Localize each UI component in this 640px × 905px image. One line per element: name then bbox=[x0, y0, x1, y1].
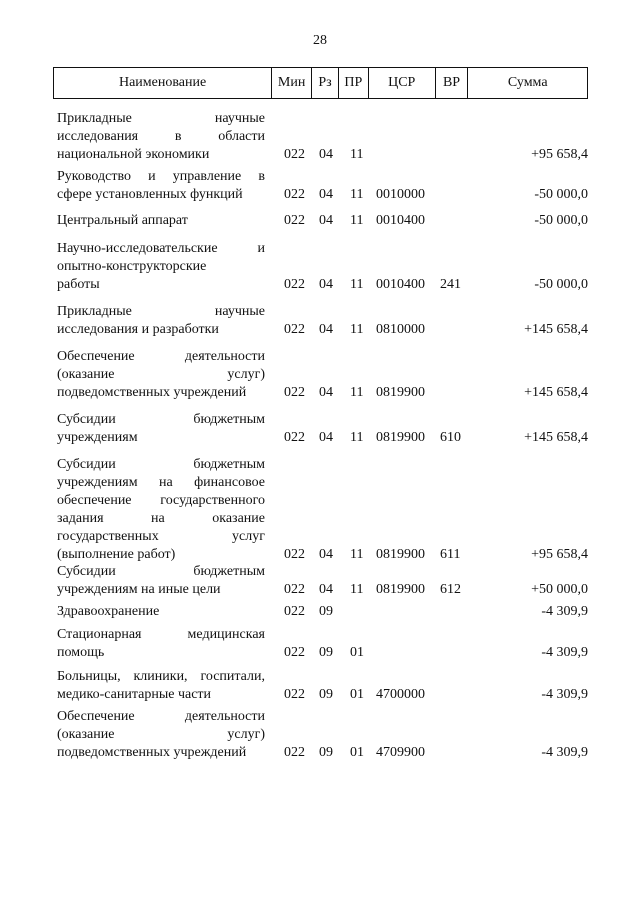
cell-pr: 01 bbox=[350, 745, 364, 760]
cell-vr: 610 bbox=[440, 430, 461, 445]
row-name-line: Субсидии бюджетным bbox=[57, 564, 265, 579]
header-rz: Рз bbox=[312, 68, 339, 98]
row-name-line: учреждениям на иные цели bbox=[57, 582, 221, 597]
cell-sum: -4 309,9 bbox=[541, 604, 588, 619]
cell-min: 022 bbox=[284, 430, 305, 445]
page-number: 28 bbox=[313, 33, 327, 48]
cell-pr: 01 bbox=[350, 687, 364, 702]
header-pr: ПР bbox=[339, 68, 369, 98]
cell-rz: 04 bbox=[319, 385, 333, 400]
row-name-line: Прикладные научные bbox=[57, 304, 265, 319]
cell-rz: 09 bbox=[319, 745, 333, 760]
cell-pr: 11 bbox=[350, 322, 364, 337]
cell-pr: 01 bbox=[350, 645, 364, 660]
row-name-line: Научно-исследовательские и bbox=[57, 241, 265, 256]
cell-pr: 11 bbox=[350, 213, 364, 228]
cell-sum: -50 000,0 bbox=[534, 187, 588, 202]
row-name-line: Стационарная медицинская bbox=[57, 627, 265, 642]
cell-pr: 11 bbox=[350, 385, 364, 400]
cell-sum: +145 658,4 bbox=[524, 385, 588, 400]
row-name-line: подведомственных учреждений bbox=[57, 385, 247, 400]
cell-sum: -4 309,9 bbox=[541, 687, 588, 702]
cell-rz: 09 bbox=[319, 604, 333, 619]
cell-csr: 0010400 bbox=[376, 277, 425, 292]
cell-pr: 11 bbox=[350, 430, 364, 445]
cell-pr: 11 bbox=[350, 547, 364, 562]
cell-csr: 0810000 bbox=[376, 322, 425, 337]
row-name-line: подведомственных учреждений bbox=[57, 745, 247, 760]
cell-sum: +95 658,4 bbox=[531, 147, 588, 162]
cell-min: 022 bbox=[284, 277, 305, 292]
cell-csr: 4700000 bbox=[376, 687, 425, 702]
cell-rz: 09 bbox=[319, 645, 333, 660]
cell-csr: 0819900 bbox=[376, 547, 425, 562]
row-name-line: опытно-конструкторские bbox=[57, 259, 207, 274]
row-name-line: (выполнение работ) bbox=[57, 547, 176, 562]
row-name-line: исследования и разработки bbox=[57, 322, 219, 337]
cell-min: 022 bbox=[284, 322, 305, 337]
cell-vr: 612 bbox=[440, 582, 461, 597]
row-name-line: (оказание услуг) bbox=[57, 367, 265, 382]
cell-rz: 04 bbox=[319, 547, 333, 562]
row-name-line: Здравоохранение bbox=[57, 604, 160, 619]
table-header bbox=[53, 67, 588, 99]
cell-csr: 0010400 bbox=[376, 213, 425, 228]
cell-rz: 04 bbox=[319, 213, 333, 228]
cell-sum: +145 658,4 bbox=[524, 322, 588, 337]
row-name-line: сфере установленных функций bbox=[57, 187, 243, 202]
cell-csr: 0819900 bbox=[376, 430, 425, 445]
row-name-line: Обеспечение деятельности bbox=[57, 709, 265, 724]
row-name-line: обеспечение государственного bbox=[57, 493, 265, 508]
cell-rz: 04 bbox=[319, 277, 333, 292]
row-name-line: работы bbox=[57, 277, 100, 292]
cell-pr: 11 bbox=[350, 147, 364, 162]
cell-rz: 09 bbox=[319, 687, 333, 702]
cell-csr: 0819900 bbox=[376, 582, 425, 597]
cell-pr: 11 bbox=[350, 582, 364, 597]
cell-min: 022 bbox=[284, 745, 305, 760]
row-name-line: помощь bbox=[57, 645, 105, 660]
row-name-line: задания на оказание bbox=[57, 511, 265, 526]
row-name-line: исследования в области bbox=[57, 129, 265, 144]
row-name-line: (оказание услуг) bbox=[57, 727, 265, 742]
cell-sum: -4 309,9 bbox=[541, 645, 588, 660]
cell-min: 022 bbox=[284, 604, 305, 619]
header-csr: ЦСР bbox=[369, 68, 436, 98]
header-min: Мин bbox=[272, 68, 312, 98]
row-name-line: государственных услуг bbox=[57, 529, 265, 544]
cell-min: 022 bbox=[284, 547, 305, 562]
header-name: Наименование bbox=[54, 68, 272, 98]
row-name-line: Субсидии бюджетным bbox=[57, 457, 265, 472]
cell-min: 022 bbox=[284, 147, 305, 162]
cell-rz: 04 bbox=[319, 187, 333, 202]
cell-pr: 11 bbox=[350, 187, 364, 202]
cell-vr: 611 bbox=[440, 547, 461, 562]
row-name-line: Субсидии бюджетным bbox=[57, 412, 265, 427]
cell-sum: -50 000,0 bbox=[534, 213, 588, 228]
cell-min: 022 bbox=[284, 385, 305, 400]
cell-min: 022 bbox=[284, 187, 305, 202]
cell-vr: 241 bbox=[440, 277, 461, 292]
row-name-line: медико-санитарные части bbox=[57, 687, 212, 702]
row-name-line: Больницы, клиники, госпитали, bbox=[57, 669, 265, 684]
cell-rz: 04 bbox=[319, 322, 333, 337]
cell-sum: +145 658,4 bbox=[524, 430, 588, 445]
cell-rz: 04 bbox=[319, 582, 333, 597]
row-name-line: учреждениям на финансовое bbox=[57, 475, 265, 490]
row-name-line: Центральный аппарат bbox=[57, 213, 188, 228]
cell-min: 022 bbox=[284, 645, 305, 660]
cell-rz: 04 bbox=[319, 430, 333, 445]
cell-sum: -50 000,0 bbox=[534, 277, 588, 292]
cell-pr: 11 bbox=[350, 277, 364, 292]
row-name-line: национальной экономики bbox=[57, 147, 210, 162]
cell-sum: +50 000,0 bbox=[531, 582, 588, 597]
cell-min: 022 bbox=[284, 582, 305, 597]
cell-sum: -4 309,9 bbox=[541, 745, 588, 760]
row-name-line: Обеспечение деятельности bbox=[57, 349, 265, 364]
row-name-line: Прикладные научные bbox=[57, 111, 265, 126]
cell-csr: 4709900 bbox=[376, 745, 425, 760]
header-sum: Сумма bbox=[507, 75, 548, 90]
cell-min: 022 bbox=[284, 213, 305, 228]
header-vr: ВР bbox=[436, 68, 469, 98]
cell-csr: 0819900 bbox=[376, 385, 425, 400]
cell-sum: +95 658,4 bbox=[531, 547, 588, 562]
row-name-line: Руководство и управление в bbox=[57, 169, 265, 184]
cell-rz: 04 bbox=[319, 147, 333, 162]
row-name-line: учреждениям bbox=[57, 430, 138, 445]
cell-min: 022 bbox=[284, 687, 305, 702]
cell-csr: 0010000 bbox=[376, 187, 425, 202]
